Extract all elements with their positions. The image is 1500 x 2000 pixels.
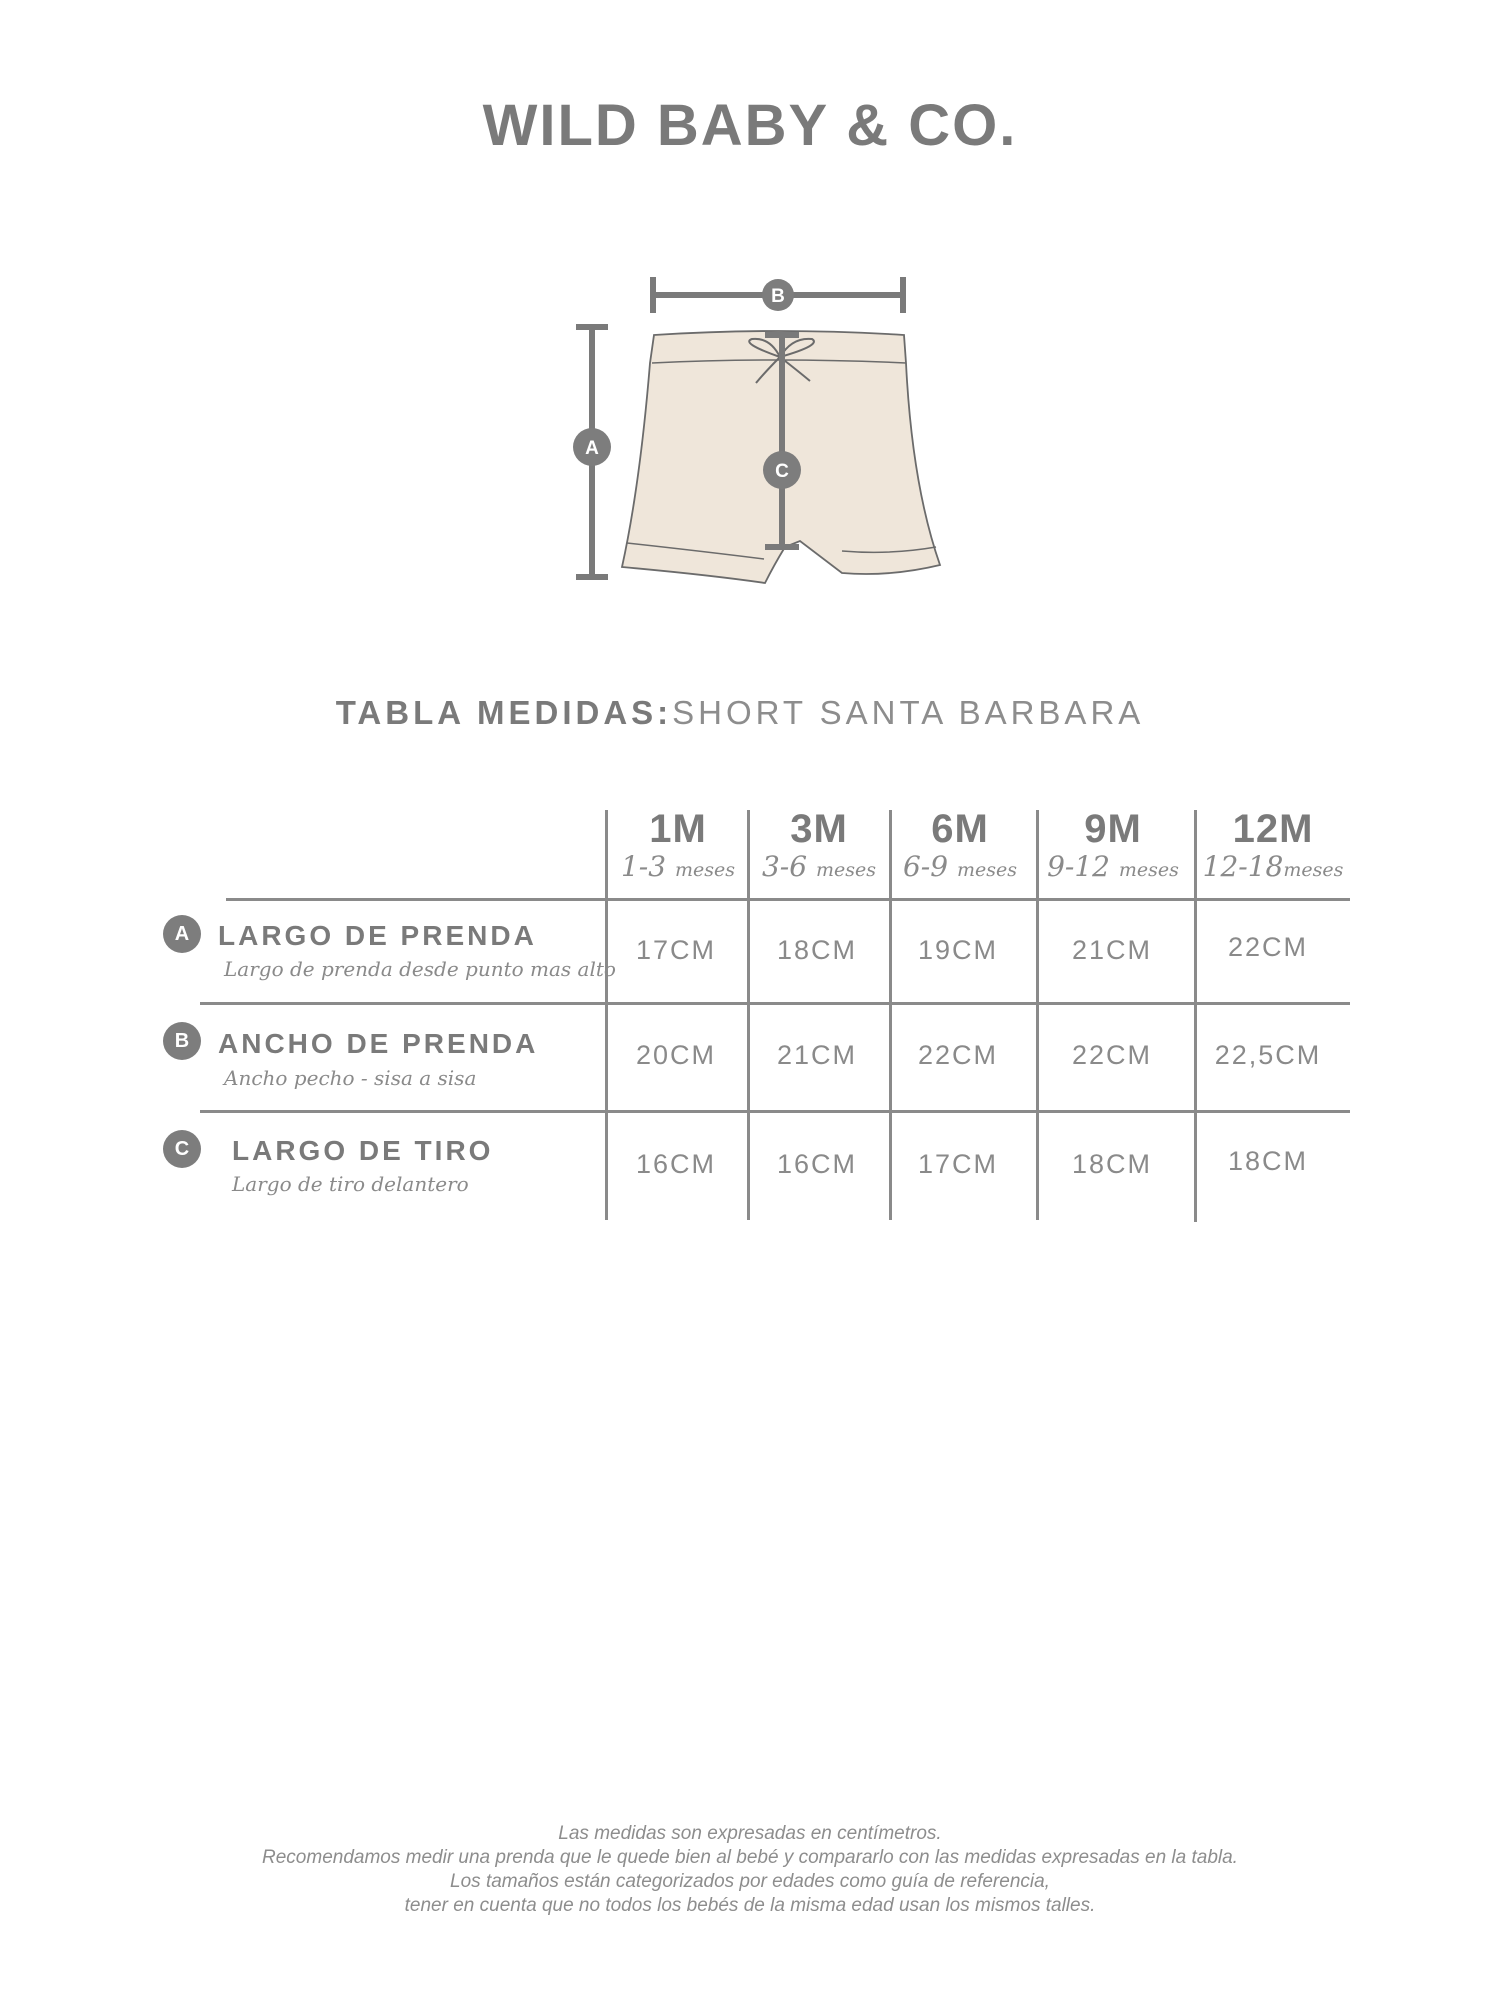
age-range [885, 850, 1035, 887]
size-code: 6M [931, 807, 989, 851]
age-range-value: 9-12 [1047, 850, 1110, 883]
table-title-product: SHORT SANTA BARBARA [672, 694, 1145, 731]
label-c: C [775, 461, 789, 482]
table-cell: 22CM [917, 1040, 999, 1070]
size-code: 3M [790, 807, 848, 851]
row-subtitle: Largo de prenda desde punto mas alto [224, 957, 616, 981]
age-range-value: 6-9 [902, 850, 949, 883]
footer-line: tener en cuenta que no todos los bebés de la misma edad usan los mismos talles. [404, 1895, 1096, 1916]
table-cell: 22,5CM [1214, 1040, 1322, 1070]
age-range-value: 3-6 [761, 850, 808, 883]
row-title: LARGO DE TIRO [232, 1135, 494, 1166]
age-range-value: 1-3 [620, 850, 667, 883]
row-subtitle: Largo de tiro delantero [232, 1172, 469, 1196]
size-code: 9M [1084, 807, 1142, 851]
brand-title: WILD BABY & CO. [482, 93, 1018, 158]
badge-c: C [163, 1130, 201, 1168]
row-subtitle: Ancho pecho - sisa a sisa [224, 1066, 477, 1090]
size-header [885, 808, 1035, 887]
table-divider [200, 1002, 1350, 1005]
size-header [603, 808, 753, 887]
table-cell: 22CM [1227, 932, 1309, 962]
table-cell: 20CM [635, 1040, 717, 1070]
size-code: 1M [649, 807, 707, 851]
table-cell: 18CM [776, 935, 858, 965]
age-range [603, 850, 753, 887]
badge-b: B [163, 1022, 201, 1060]
size-code: 12M [1232, 807, 1314, 851]
table-cell: 19CM [917, 935, 999, 965]
size-header [1198, 808, 1348, 887]
footer-note [0, 1822, 1500, 1918]
table-cell: 16CM [776, 1149, 858, 1179]
footer-line: Los tamaños están categorizados por edades como guía de referencia, [450, 1871, 1050, 1892]
age-range-unit: meses [815, 859, 876, 881]
table-cell: 17CM [917, 1149, 999, 1179]
age-range [1038, 850, 1188, 887]
footer-line: Recomendamos medir una prenda que le quede bien al bebé y compararlo con las medidas expresadas en la tabla. [262, 1847, 1238, 1868]
table-cell: 18CM [1071, 1149, 1153, 1179]
age-range-unit: meses [1118, 859, 1179, 881]
badge-a: A [163, 915, 201, 953]
age-range-unit: meses [674, 859, 735, 881]
table-divider [226, 898, 1350, 901]
age-range [1198, 850, 1348, 887]
table-cell: 22CM [1071, 1040, 1153, 1070]
table-cell: 17CM [635, 935, 717, 965]
age-range-unit: meses [956, 859, 1017, 881]
label-a: A [585, 438, 599, 459]
table-cell: 21CM [1071, 935, 1153, 965]
row-title: LARGO DE PRENDA [218, 920, 537, 951]
label-b: B [771, 286, 785, 307]
age-range-unit: meses [1283, 859, 1344, 881]
row-title: ANCHO DE PRENDA [218, 1028, 539, 1059]
table-cell: 21CM [776, 1040, 858, 1070]
age-range-value: 12-18 [1202, 850, 1284, 883]
table-divider [200, 1110, 1350, 1113]
table-title-bold: TABLA MEDIDAS: [335, 694, 673, 731]
size-header [1038, 808, 1188, 887]
table-cell: 16CM [635, 1149, 717, 1179]
footer-line: Las medidas son expresadas en centímetros. [558, 1823, 942, 1844]
table-cell: 18CM [1227, 1146, 1309, 1176]
age-range [744, 850, 894, 887]
size-header [744, 808, 894, 887]
